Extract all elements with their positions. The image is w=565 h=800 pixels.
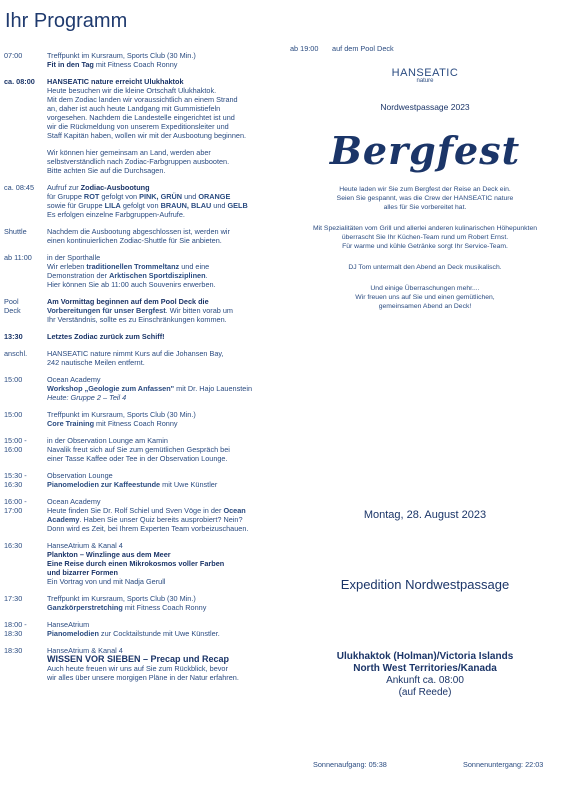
entry-line: einer Tasse Kaffee oder Tee in der Observation Lounge. (47, 454, 228, 463)
location-line: North West Territories/Kanada (353, 663, 497, 674)
entry-time: 16:00 - 17:00 (4, 497, 27, 515)
entry-description (47, 594, 287, 612)
entry-time: Pool Deck (4, 297, 21, 315)
entry-description (47, 646, 287, 682)
entry-time: 15:00 (4, 375, 23, 384)
entry-line: Ein Vortrag von und mit Nadja Gerull (47, 577, 166, 586)
entry-line: Treffpunkt im Kursraum, Sports Club (30 Min.) (47, 410, 196, 419)
event-time: ab 19:00 (290, 44, 319, 53)
entry-time: 18:30 (4, 646, 23, 655)
entry-time: ca. 08:00 (4, 77, 35, 86)
entry-line: Plankton – Winzlinge aus dem Meer (47, 550, 171, 559)
entry-description (47, 620, 287, 638)
entry-time: anschl. (4, 349, 28, 358)
entry-line: Heute finden Sie Dr. Rolf Schiel und Sven Vöge in der Ocean (47, 506, 246, 515)
entry-line (47, 140, 287, 148)
entry-line: Wir können hier gemeinsam an Land, werden aber (47, 148, 211, 157)
page-title: Ihr Programm (5, 10, 128, 32)
entry-line: vorgesehen. Nachdem die Landestelle eingerichtet ist und (47, 113, 235, 122)
entry-time: 07:00 (4, 51, 23, 60)
entry-line: 242 nautische Meilen entfernt. (47, 358, 145, 367)
entry-time: ca. 08:45 (4, 183, 35, 192)
entry-line: Academy. Haben Sie unser Quiz bereits ausprobiert? Nein? (47, 515, 243, 524)
schedule-entry (4, 253, 287, 289)
entry-time: ab 11:00 (4, 253, 32, 262)
entry-line: Es erfolgen einzelne Farbgruppen-Aufrufe. (47, 210, 185, 219)
text-line: Seien Sie gespannt, was die Crew der HANSEATIC nature (336, 195, 514, 202)
entry-description (47, 183, 287, 219)
schedule-entry (4, 375, 287, 402)
event-paragraph-2 (290, 224, 560, 251)
entry-line: selbstverständlich nach Zodiac-Farbgruppen ausbooten. (47, 157, 230, 166)
schedule-entry (4, 436, 287, 463)
sunrise-time: Sonnenaufgang: 05:38 (313, 760, 387, 769)
entry-line: Aufruf zur Zodiac-Ausbootung (47, 183, 150, 192)
entry-line: an, daher ist auch heute Landgang mit Gummistiefeln (47, 104, 221, 113)
entry-time: 15:00 - 16:00 (4, 436, 27, 454)
entry-time: 18:00 - 18:30 (4, 620, 27, 638)
entry-line: Staff Kapitän haben, wollen wir mit der Ausbootung beginnen. (47, 131, 247, 140)
entry-time: 15:30 - 16:30 (4, 471, 27, 489)
entry-line: Demonstration der Arktischen Sportdisziplinen. (47, 271, 208, 280)
entry-line: in der Sporthalle (47, 253, 101, 262)
schedule-entry (4, 297, 287, 324)
arrival-note: (auf Reede) (398, 687, 452, 698)
entry-line: Pianomelodien zur Cocktailstunde mit Uwe Künstler. (47, 629, 220, 638)
expedition-title: Expedition Nordwestpassage (340, 577, 510, 592)
schedule-entry (4, 594, 287, 612)
event-place: auf dem Pool Deck (332, 44, 394, 53)
entry-line: Ocean Academy (47, 497, 101, 506)
entry-line: einen kontinuierlichen Zodiac-Shuttle für Sie anbieten. (47, 236, 222, 245)
schedule-entry (4, 227, 287, 245)
entry-description (47, 436, 287, 463)
entry-description (47, 349, 287, 367)
entry-line: Bitte achten Sie auf die Durchsagen. (47, 166, 166, 175)
schedule-entry (4, 349, 287, 367)
text-line: Wir freuen uns auf Sie und einen gemütlichen, (355, 294, 495, 301)
text-line: alles für Sie vorbereitet hat. (383, 204, 467, 211)
event-paragraph-4 (290, 284, 560, 311)
entry-line: HanseAtrium (47, 620, 90, 629)
entry-line: Wir erleben traditionellen Trommeltanz und eine (47, 262, 210, 271)
entry-line: Ocean Academy (47, 375, 101, 384)
arrival-line: Ankunft ca. 08:00 (386, 675, 464, 686)
text-line: Heute laden wir Sie zum Bergfest der Reise an Deck ein. (339, 186, 511, 193)
entry-line: HANSEATIC nature nimmt Kurs auf die Johansen Bay, (47, 349, 224, 358)
brand-logo: HANSEATIC (391, 67, 459, 79)
entry-line: Treffpunkt im Kursraum, Sports Club (30 Min.) (47, 51, 196, 60)
entry-line: Mit dem Zodiac landen wir voraussichtlich an einem Strand (47, 95, 238, 104)
entry-description (47, 375, 287, 402)
entry-time: Shuttle (4, 227, 27, 236)
schedule-entry (4, 332, 287, 341)
schedule-entry (4, 410, 287, 428)
entry-description (47, 77, 287, 175)
entry-description (47, 297, 287, 324)
text-line: Und einige Überraschungen mehr.... (370, 285, 480, 292)
entry-description (47, 227, 287, 245)
text-line: Für warme und kühle Getränke sorgt Ihr Service-Team. (342, 243, 508, 250)
entry-line: Eine Reise durch einen Mikrokosmos voller Farben (47, 559, 225, 568)
schedule-entry (4, 77, 287, 175)
entry-line: Core Training mit Fitness Coach Ronny (47, 419, 178, 428)
event-time-place (290, 44, 560, 53)
entry-description (47, 497, 287, 533)
entry-line: und bizarrer Formen (47, 568, 118, 577)
event-headline: Bergfest (329, 128, 521, 173)
entry-line: HanseAtrium & Kanal 4 (47, 646, 123, 655)
entry-line: in der Observation Lounge am Kamin (47, 436, 168, 445)
event-paragraph-1 (290, 185, 560, 212)
text-line: gemeinsamen Abend an Deck! (378, 303, 472, 310)
schedule-entry (4, 497, 287, 533)
entry-description (47, 541, 287, 586)
entry-line: Observation Lounge (47, 471, 113, 480)
schedule-entry (4, 620, 287, 638)
entry-line: Heute besuchen wir die kleine Ortschaft Ulukhaktok. (47, 86, 217, 95)
entry-line: wir alles über unsere morgigen Pläne in der Natur erfahren. (47, 673, 239, 682)
voyage-name: Nordwestpassage 2023 (380, 102, 470, 112)
location-block (290, 651, 560, 699)
entry-description (47, 410, 287, 428)
schedule-entry (4, 646, 287, 682)
entry-description (47, 253, 287, 289)
schedule-list (4, 51, 287, 690)
entry-line: Letztes Zodiac zurück zum Schiff! (47, 332, 165, 341)
schedule-entry (4, 471, 287, 489)
evening-event-panel (290, 44, 560, 311)
entry-line: HANSEATIC nature erreicht Ulukhaktok (47, 77, 184, 86)
entry-line: Pianomelodien zur Kaffeestunde mit Uwe Künstler (47, 480, 218, 489)
program-date: Montag, 28. August 2023 (363, 509, 487, 521)
entry-description (47, 332, 287, 341)
event-paragraph-3 (290, 263, 560, 272)
schedule-entry (4, 541, 287, 586)
entry-line: HanseAtrium & Kanal 4 (47, 541, 123, 550)
entry-description (47, 471, 287, 489)
entry-line: Donn wird es Zeit, bei Ihrem Experten Team vorbeizuschauen. (47, 524, 249, 533)
entry-line: wir die Rückmeldung von unserem Expeditionsleiter und (47, 122, 229, 131)
entry-line: Hier können Sie ab 11:00 auch Souvenirs erwerben. (47, 280, 216, 289)
text-line: Mit Spezialitäten vom Grill und allerlei anderen kulinarischen Höhepunkten (312, 225, 538, 232)
entry-time: 13:30 (4, 332, 23, 341)
schedule-entry (4, 183, 287, 219)
entry-time: 15:00 (4, 410, 23, 419)
entry-line: sowie für Gruppe LILA gefolgt von BRAUN, BLAU und GELB (47, 201, 248, 210)
entry-description (47, 51, 287, 69)
entry-line: Workshop „Geologie zum Anfassen" mit Dr. Hajo Lauenstein (47, 384, 252, 393)
entry-line: Nachdem die Ausbootung abgeschlossen ist, werden wir (47, 227, 230, 236)
entry-line: Treffpunkt im Kursraum, Sports Club (30 Min.) (47, 594, 196, 603)
entry-line: Auch heute freuen wir uns auf Sie zum Rückblick, bevor (47, 664, 228, 673)
entry-line: Navalik freut sich auf Sie zum gemütlichen Gespräch bei (47, 445, 230, 454)
entry-line: Ganzkörperstretching mit Fitness Coach Ronny (47, 603, 207, 612)
entry-line: Am Vormittag beginnen auf dem Pool Deck die (47, 297, 209, 306)
location-line: Ulukhaktok (Holman)/Victoria Islands (336, 651, 514, 662)
brand-logo-sub: nature (416, 78, 434, 84)
entry-line: für Gruppe ROT gefolgt von PINK, GRÜN und ORANGE (47, 192, 231, 201)
entry-time: 17:30 (4, 594, 23, 603)
entry-line: WISSEN VOR SIEBEN – Precap und Recap (47, 654, 230, 664)
text-line: DJ Tom untermalt den Abend an Deck musikalisch. (348, 264, 502, 271)
entry-line: Ihr Verständnis, sollte es zu Einschränkungen kommen. (47, 315, 227, 324)
text-line: überrascht Sie Ihr Küchen-Team rund um Robert Ernst. (341, 234, 509, 241)
entry-line: Heute: Gruppe 2 – Teil 4 (47, 393, 127, 402)
sunset-time: Sonnenuntergang: 22:03 (463, 760, 544, 769)
entry-time: 16:30 (4, 541, 23, 550)
schedule-entry (4, 51, 287, 69)
entry-line: Fit in den Tag mit Fitness Coach Ronny (47, 60, 178, 69)
entry-line: Vorbereitungen für unser Bergfest. Wir bitten vorab um (47, 306, 233, 315)
